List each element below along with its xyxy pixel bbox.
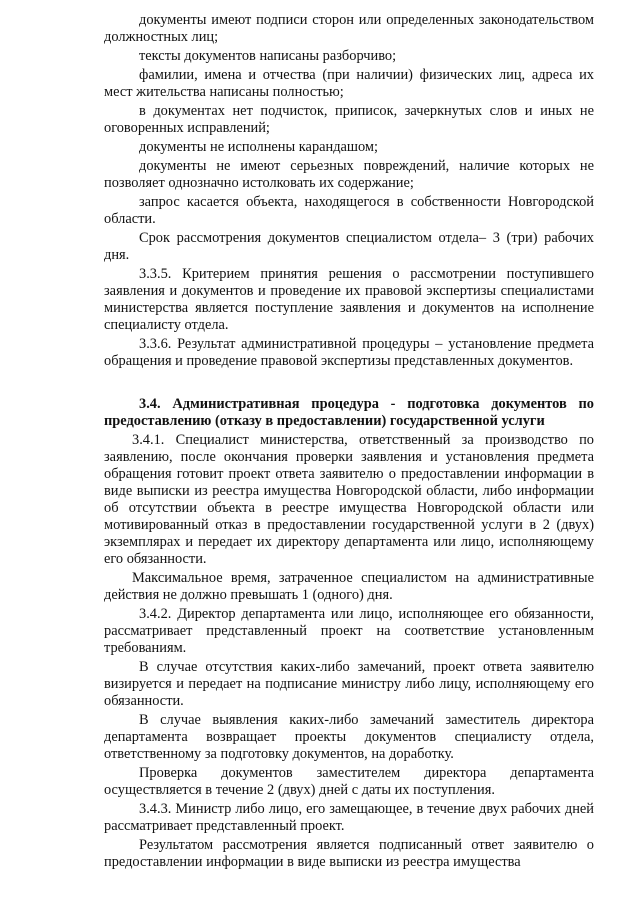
paragraph-remarks-found: В случае выявления каких-либо замечаний заместитель директора департамента возвращает проекты документов специалисту отдела, ответственному за подготовку документов, на доработку. xyxy=(104,712,594,762)
paragraph-signatures: документы имеют подписи сторон или определенных законодательством должностных лиц; xyxy=(104,12,594,45)
paragraph-regional-property: запрос касается объекта, находящегося в собственности Новгородской области. xyxy=(104,194,594,227)
paragraph-3-3-5: 3.3.5. Критерием принятия решения о рассмотрении поступившего заявления и документов и проведение их правовой экспертизы специалистами министерства является поступление заявления и документов на исполнение специалисту отдела. xyxy=(104,266,594,333)
paragraph-no-damage: документы не имеют серьезных повреждений, наличие которых не позволяет однозначно истолковать их содержание; xyxy=(104,158,594,191)
document-body xyxy=(104,12,594,873)
paragraph-3-4-3: 3.4.3. Министр либо лицо, его замещающее, в течение двух рабочих дней рассматривает представленный проект. xyxy=(104,801,594,834)
paragraph-check-period: Проверка документов заместителем директора департамента осуществляется в течение 2 (двух) дней с даты их поступления. xyxy=(104,765,594,798)
paragraph-3-4-2: 3.4.2. Директор департамента или лицо, исполняющее его обязанности, рассматривает представленный проект на соответствие установленным требованиям. xyxy=(104,606,594,656)
paragraph-review-period: Срок рассмотрения документов специалистом отдела– 3 (три) рабочих дня. xyxy=(104,230,594,263)
section-spacer xyxy=(104,372,594,396)
paragraph-result: Результатом рассмотрения является подписанный ответ заявителю о предоставлении информации в виде выписки из реестра имущества xyxy=(104,837,594,870)
paragraph-3-3-6: 3.3.6. Результат административной процедуры – установление предмета обращения и проведение правовой экспертизы представленных документов. xyxy=(104,336,594,369)
paragraph-no-erasures: в документах нет подчисток, приписок, зачеркнутых слов и иных не оговоренных исправлений; xyxy=(104,103,594,136)
paragraph-no-pencil: документы не исполнены карандашом; xyxy=(139,139,379,155)
paragraph-max-time: Максимальное время, затраченное специалистом на административные действия не должно превышать 1 (одного) дня. xyxy=(104,570,594,603)
paragraph-legible: тексты документов написаны разборчиво; xyxy=(139,48,397,64)
section-heading-3-4: 3.4. Административная процедура - подготовка документов по предоставлению (отказу в предоставлении) государственной услуги xyxy=(104,396,594,429)
paragraph-3-4-1: 3.4.1. Специалист министерства, ответственный за производство по заявлению, после окончания проверки заявления и установления предмета обращения готовит проект ответа заявителю о предоставлении информации в виде выписки из реестра имущества Новгородской области, либо информации об отсутствии объекта в реестре имущества Новгородской области или мотивированный отказ в предоставлении государственной услуги в 2 (двух) экземплярах и передает их директору департамента или лицо, исполняющему его обязанности. xyxy=(104,432,594,567)
paragraph-names-addresses: фамилии, имена и отчества (при наличии) физических лиц, адреса их мест жительства написаны полностью; xyxy=(104,67,594,100)
paragraph-no-remarks: В случае отсутствия каких-либо замечаний, проект ответа заявителю визируется и передает на подписание министру либо лицу, исполняющему его обязанности. xyxy=(104,659,594,709)
